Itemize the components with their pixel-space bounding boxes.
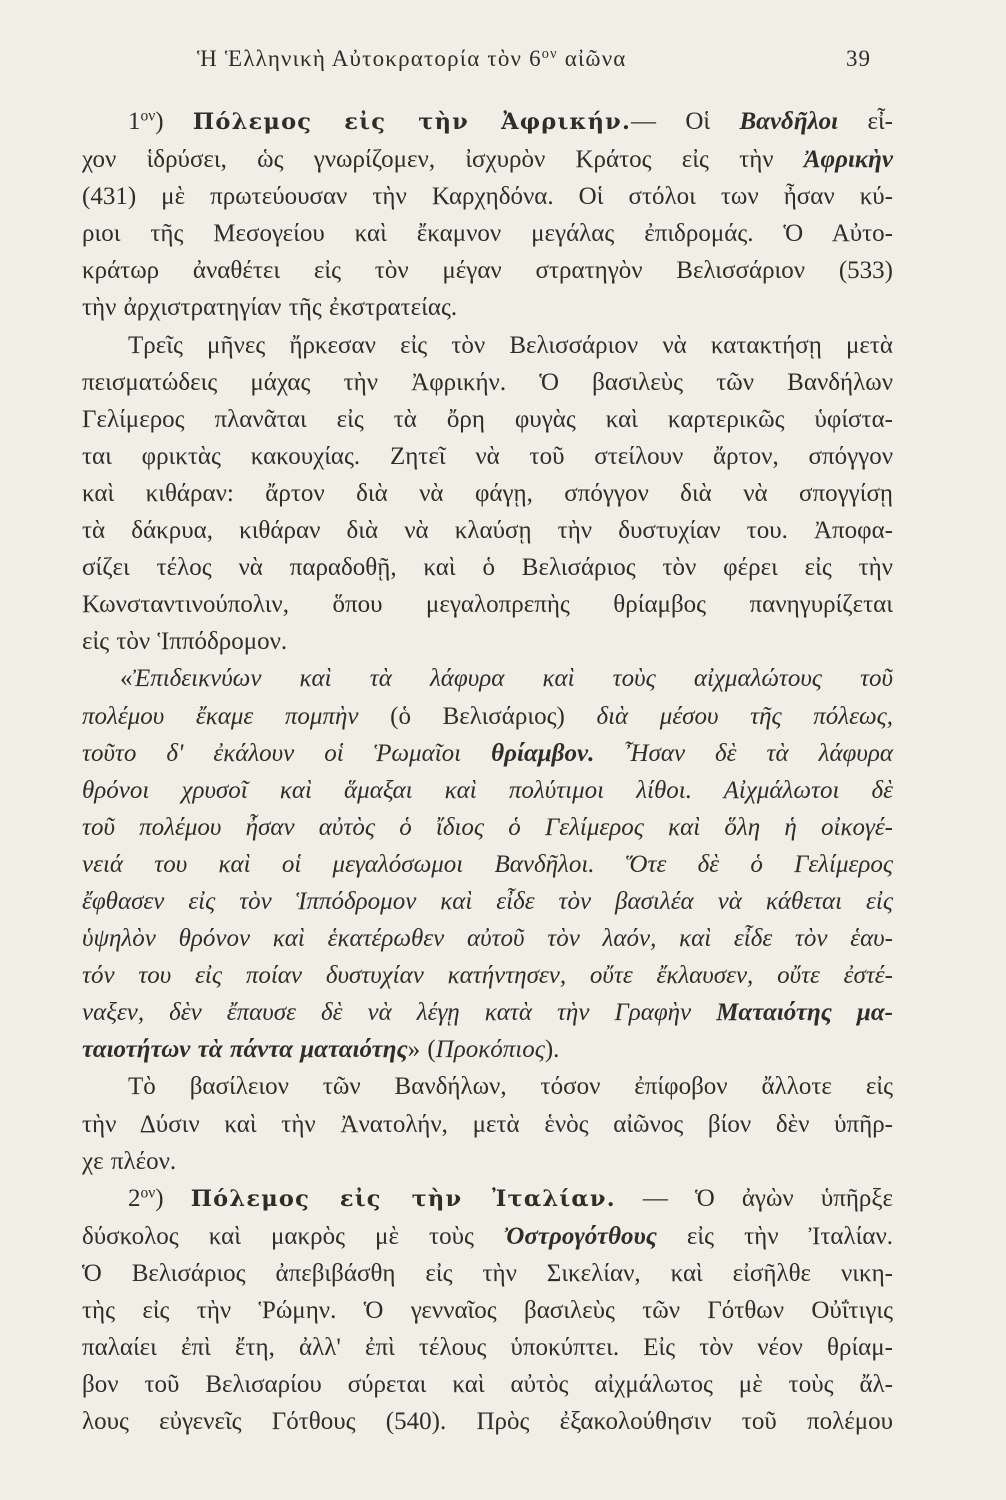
text-run: τὴς εἰς τὴν Ῥώμην. Ὁ γενναῖος βασιλεὺς τῶν Γότθων Οὐΐτιγις (82, 1297, 893, 1324)
quote-close-mark: » ( (407, 1036, 436, 1064)
emphasized-term: θρίαμβον. (491, 739, 595, 767)
emphasized-quote: Ματαιότης μα- (716, 999, 893, 1027)
running-head (197, 46, 627, 72)
quotation-text: θρόνοι χρυσοῖ καὶ ἅμαξαι καὶ πολύτιμοι λίθοι. Αἰχμάλωτοι δὲ (82, 776, 893, 804)
quotation-text: ναξεν, δὲν ἔπαυσε δὲ νὰ λέγῃ κατὰ τὴν Γραφὴν (82, 999, 717, 1027)
text-line (82, 957, 893, 994)
text-line (82, 1180, 893, 1218)
text-line (82, 1403, 893, 1440)
text-run: λους εὐγενεῖς Γότθους (540). Πρὸς ἐξακολούθησιν τοῦ πολέμου (82, 1408, 893, 1436)
section-heading: Πόλεμος εἰς τὴν Ἰταλίαν. (190, 1185, 616, 1212)
text-line (82, 735, 893, 772)
text-line (82, 252, 893, 289)
section-number: 2 (128, 1184, 141, 1212)
emphasized-term: Ὀστρογότθους (503, 1222, 657, 1250)
text-run: Ὁ Βελισάριος ἀπεβιβάσθη εἰς τὴν Σικελίαν, καὶ εἰσῆλθε νικη- (82, 1259, 893, 1287)
quotation-text: ὑψηλὸν θρόνον καὶ ἑκατέρωθεν αὐτοῦ τὸν λαόν, καὶ εἶδε τὸν ἑαυ- (82, 925, 893, 953)
text-line (82, 586, 893, 623)
text-line (82, 438, 893, 475)
quotation-text: διὰ μέσου τῆς πόλεως, (564, 702, 894, 730)
running-title-end: αἰῶνα (557, 46, 627, 71)
text-line (82, 1143, 893, 1180)
text-line (82, 1292, 893, 1329)
text-line (82, 178, 893, 215)
text-run: Τρεῖς μῆνες ἤρκεσαν εἰς τὸν Βελισσάριον νὰ κατακτήσῃ μετὰ (128, 331, 893, 359)
text-line (82, 1218, 893, 1255)
quotation-text: νειά του καὶ οἱ μεγαλόσωμοι Βανδῆλοι. Ὅτε δὲ ὁ Γελίμερος (82, 850, 893, 878)
text-line (82, 994, 893, 1031)
text-run: καὶ κιθάραν: ἄρτον διὰ νὰ φάγῃ, σπόγγον διὰ νὰ σπογγίσῃ (82, 479, 893, 507)
text-line (82, 623, 893, 660)
citation-close: ). (544, 1036, 560, 1064)
section-number-ordinal: ον (140, 1184, 156, 1202)
body-text (82, 103, 893, 1440)
quotation-text: τοῦτο δ' ἐκάλουν οἱ Ῥωμαῖοι (82, 739, 492, 767)
emphasized-term: Βανδῆλοι (739, 108, 839, 135)
text-run: δύσκολος καὶ μακρὸς μὲ τοὺς (82, 1222, 504, 1250)
text-run: Γελίμερος πλανᾶται εἰς τὰ ὄρη φυγὰς καὶ καρτερικῶς ὑφίστα- (82, 405, 893, 433)
section-number-ordinal: ον (140, 107, 156, 125)
text-line (82, 698, 893, 735)
text-line (82, 1031, 893, 1068)
text-line (82, 327, 893, 364)
text-run: ται φρικτὰς κακουχίας. Ζητεῖ νὰ τοῦ στείλουν ἄρτον, σπόγγον (82, 442, 893, 470)
text-line (82, 920, 893, 957)
quotation-text: τοῦ πολέμου ἦσαν αὐτὸς ὁ ἴδιος ὁ Γελίμερος καὶ ὅλη ἡ οἰκογέ- (82, 813, 893, 841)
text-run: πεισματώδεις μάχας τὴν Ἀφρικήν. Ὁ βασιλεὺς τῶν Βανδήλων (82, 368, 893, 396)
quote-open-mark: « (120, 665, 133, 693)
text-line (82, 1255, 893, 1292)
text-run: κράτωρ ἀναθέτει εἰς τὸν μέγαν στρατηγὸν Βελισσάριον (533) (82, 257, 893, 285)
running-title-ordinal: ον (541, 46, 558, 63)
quotation-text: Ἐπιδεικνύων καὶ τὰ λάφυρα καὶ τοὺς αἰχμαλώτους τοῦ (132, 665, 893, 693)
parenthetical: (ὁ Βελισάριος) (390, 702, 565, 730)
text-line (82, 660, 893, 697)
text-line (82, 549, 893, 586)
emphasized-quote: ταιοτήτων τὰ πάντα ματαιότης (82, 1036, 408, 1064)
text-line (82, 1366, 893, 1403)
text-run: τὰ δάκρυα, κιθάραν διὰ νὰ κλαύσῃ τὴν δυστυχίαν του. Ἀποφα- (82, 517, 893, 545)
text-run: — Οἱ (631, 108, 740, 135)
text-run: τὴν ἀρχιστρατηγίαν τῆς ἐκστρατείας. (82, 294, 458, 322)
text-run: εἰς τὸν Ἱππόδρομον. (82, 628, 288, 656)
running-title: Ἡ Ἑλληνικὴ Αὐτοκρατορία τὸν 6 (197, 46, 542, 71)
text-line (82, 809, 893, 846)
text-line (82, 883, 893, 920)
text-run: χον ἱδρύσει, ὡς γνωρίζομεν, ἰσχυρὸν Κράτος εἰς τὴν (82, 146, 804, 174)
text-run: τὴν Δύσιν καὶ τὴν Ἀνατολήν, μετὰ ἑνὸς αἰῶνος βίον δὲν ὑπῆρ- (82, 1110, 893, 1138)
text-line (82, 401, 893, 438)
text-line (82, 512, 893, 549)
text-run: Τὸ βασίλειον τῶν Βανδήλων, τόσον ἐπίφοβον ἄλλοτε εἰς (128, 1073, 893, 1101)
text-line (82, 1106, 893, 1143)
text-line (82, 475, 893, 512)
section-heading: Πόλεμος εἰς τὴν Ἀφρικήν. (192, 109, 632, 135)
text-line (82, 1068, 893, 1105)
text-line (82, 141, 893, 178)
emphasized-term: Ἀφρικὴν (803, 146, 893, 174)
text-run: παλαίει ἐπὶ ἔτη, ἀλλ' ἐπὶ τέλους ὑποκύπτει. Εἰς τὸν νέον θρίαμ- (82, 1334, 893, 1362)
quotation-text: πολέμου ἔκαμε πομπὴν (82, 702, 391, 730)
quotation-text: ἔφθασεν εἰς τὸν Ἱππόδρομον καὶ εἶδε τὸν βασιλέα νὰ κάθεται εἰς (82, 887, 893, 915)
text-run: — Ὁ ἀγὼν ὑπῆρξε (615, 1184, 894, 1212)
text-line (82, 215, 893, 252)
text-run: Κωνσταντινούπολιν, ὅπου μεγαλοπρεπὴς θρίαμβος πανηγυρίζεται (82, 591, 893, 619)
page-number: 39 (846, 46, 871, 71)
text-line (82, 772, 893, 809)
quotation-text: Ἦσαν δὲ τὰ λάφυρα (594, 739, 893, 767)
text-line (82, 289, 893, 326)
text-run: σίζει τέλος νὰ παραδοθῇ, καὶ ὁ Βελισάριος τὸν φέρει εἰς τὴν (82, 554, 893, 582)
text-line (82, 364, 893, 401)
text-run: (431) μὲ πρωτεύουσαν τὴν Καρχηδόνα. Οἱ στόλοι των ἦσαν κύ- (82, 183, 893, 211)
section-number: 1 (128, 108, 141, 135)
text-run: εἶ- (838, 108, 893, 135)
text-run: χε πλέον. (82, 1147, 177, 1175)
text-run: εἰς τὴν Ἰταλίαν. (656, 1222, 893, 1250)
quotation-text: τόν του εἰς ποίαν δυστυχίαν κατήντησεν, οὔτε ἔκλαυσεν, οὔτε ἐστέ- (82, 962, 893, 990)
text-line (82, 103, 893, 141)
citation: Προκόπιος (435, 1036, 545, 1064)
text-run: βον τοῦ Βελισαρίου σύρεται καὶ αὐτὸς αἰχμάλωτος μὲ τοὺς ἄλ- (82, 1371, 893, 1399)
text-line (82, 846, 893, 883)
section-number-paren: ) (155, 1184, 191, 1212)
text-line (82, 1329, 893, 1366)
text-run: ριοι τῆς Μεσογείου καὶ ἔκαμνον μεγάλας ἐπιδρομάς. Ὁ Αὐτο- (82, 220, 893, 248)
section-number-paren: ) (155, 108, 193, 135)
